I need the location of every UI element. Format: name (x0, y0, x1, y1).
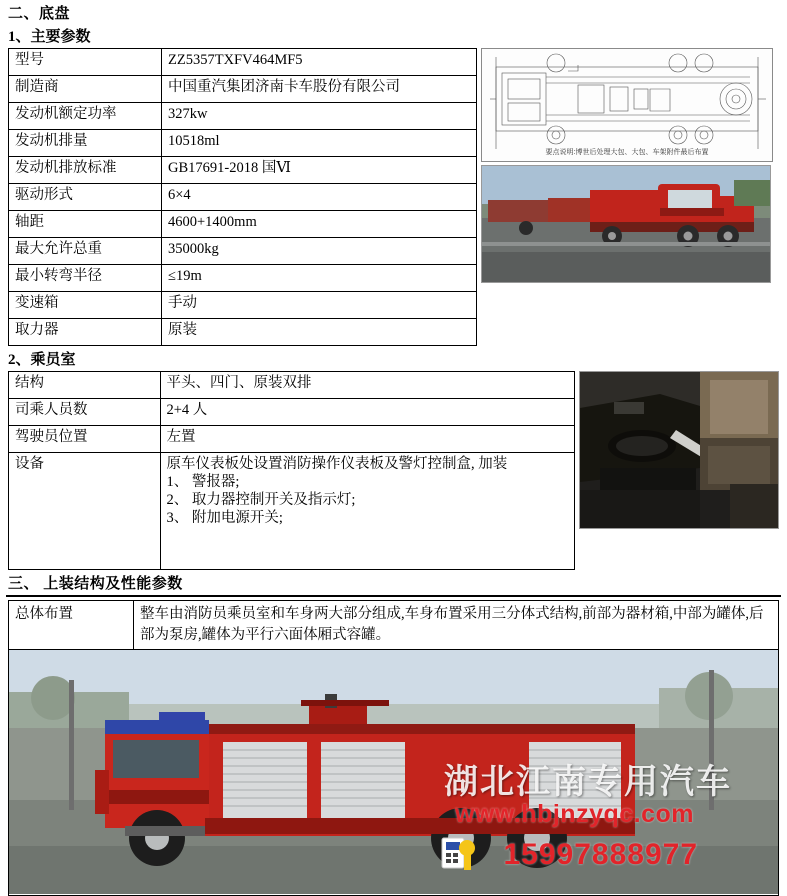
subsection-heading-cab: 2、乘员室 (8, 352, 76, 368)
row-label: 最小转弯半径 (9, 265, 162, 292)
row-label: 驾驶员位置 (9, 426, 161, 453)
table-row (9, 399, 575, 426)
cab-photo (579, 371, 779, 529)
table-row (9, 453, 575, 570)
cab-spec-table (8, 371, 575, 570)
row-label: 驱动形式 (9, 184, 162, 211)
section-divider-rule (6, 595, 781, 597)
body-layout-table-body (9, 601, 779, 650)
watermark-phone: 15997888977 (503, 838, 698, 872)
row-label: 发动机排放标准 (9, 157, 162, 184)
line-drawing-caption: 要点说明:博世后处理大包、大包、车架附件最后布置 (545, 149, 709, 156)
row-label: 制造商 (9, 76, 162, 103)
subsection-heading-main-params: 1、主要参数 (8, 29, 91, 45)
row-value: ZZ5357TXFV464MF5 (162, 49, 477, 76)
table-row (9, 130, 477, 157)
row-value: 左置 (160, 426, 575, 453)
table-row (9, 238, 477, 265)
chassis-block (0, 48, 787, 346)
table-row (9, 211, 477, 238)
table-row (9, 184, 477, 211)
row-value: 2+4 人 (160, 399, 575, 426)
row-label: 司乘人员数 (9, 399, 161, 426)
row-label: 轴距 (9, 211, 162, 238)
chassis-photo-art (482, 166, 770, 282)
row-label: 总体布置 (9, 601, 134, 650)
chassis-media-column (481, 48, 773, 283)
row-label: 结构 (9, 372, 161, 399)
chassis-line-drawing-svg (482, 49, 772, 161)
truck-photo (8, 650, 779, 896)
table-row (9, 103, 477, 130)
row-label: 设备 (9, 453, 161, 570)
row-value: 整车由消防员乘员室和车身两大部分组成,车身布置采用三分体式结构,前部为器材箱,中部为罐体,后部为泵房,罐体为平行六面体厢式容罐。 (134, 601, 779, 650)
table-row (9, 319, 477, 346)
watermark-url: www.hbjnzyqc.com (454, 800, 694, 829)
row-label: 变速箱 (9, 292, 162, 319)
watermark-badge-icon (440, 832, 476, 874)
section-heading-chassis: 二、底盘 (8, 6, 71, 22)
table-row (9, 426, 575, 453)
table-row (9, 76, 477, 103)
watermark-brand: 湖北江南专用汽车 (444, 763, 732, 802)
document-page (0, 2, 787, 872)
row-value: 平头、四门、原装双排 (160, 372, 575, 399)
table-row (9, 601, 779, 650)
row-value: 6×4 (162, 184, 477, 211)
row-label: 发动机排量 (9, 130, 162, 157)
row-label: 取力器 (9, 319, 162, 346)
cab-table-body (9, 372, 575, 570)
truck-photo-art (9, 650, 778, 894)
row-value: 35000kg (162, 238, 477, 265)
table-row (9, 265, 477, 292)
row-value: 手动 (162, 292, 477, 319)
row-value: GB17691-2018 国Ⅵ (162, 157, 477, 184)
row-value: ≤19m (162, 265, 477, 292)
chassis-spec-table (8, 48, 477, 346)
body-layout-table (8, 600, 779, 650)
row-label: 最大允许总重 (9, 238, 162, 265)
cab-photo-art (580, 372, 778, 528)
row-value: 4600+1400mm (162, 211, 477, 238)
chassis-photo (481, 165, 771, 283)
row-label: 型号 (9, 49, 162, 76)
table-row (9, 372, 575, 399)
table-row (9, 292, 477, 319)
cab-media-column (579, 371, 779, 529)
chassis-table-body (9, 49, 477, 346)
cab-block (0, 371, 787, 570)
row-value: 10518ml (162, 130, 477, 157)
table-row (9, 157, 477, 184)
row-value: 中国重汽集团济南卡车股份有限公司 (162, 76, 477, 103)
table-row (9, 49, 477, 76)
row-value: 327kw (162, 103, 477, 130)
row-value: 原装 (162, 319, 477, 346)
row-label: 发动机额定功率 (9, 103, 162, 130)
row-value: 原车仪表板处设置消防操作仪表板及警灯控制盒, 加装 1、 警报器; 2、 取力器控制开关及指示灯; 3、 附加电源开关; (160, 453, 575, 570)
chassis-line-drawing (481, 48, 773, 162)
section-heading-body: 三、 上装结构及性能参数 (8, 576, 183, 592)
